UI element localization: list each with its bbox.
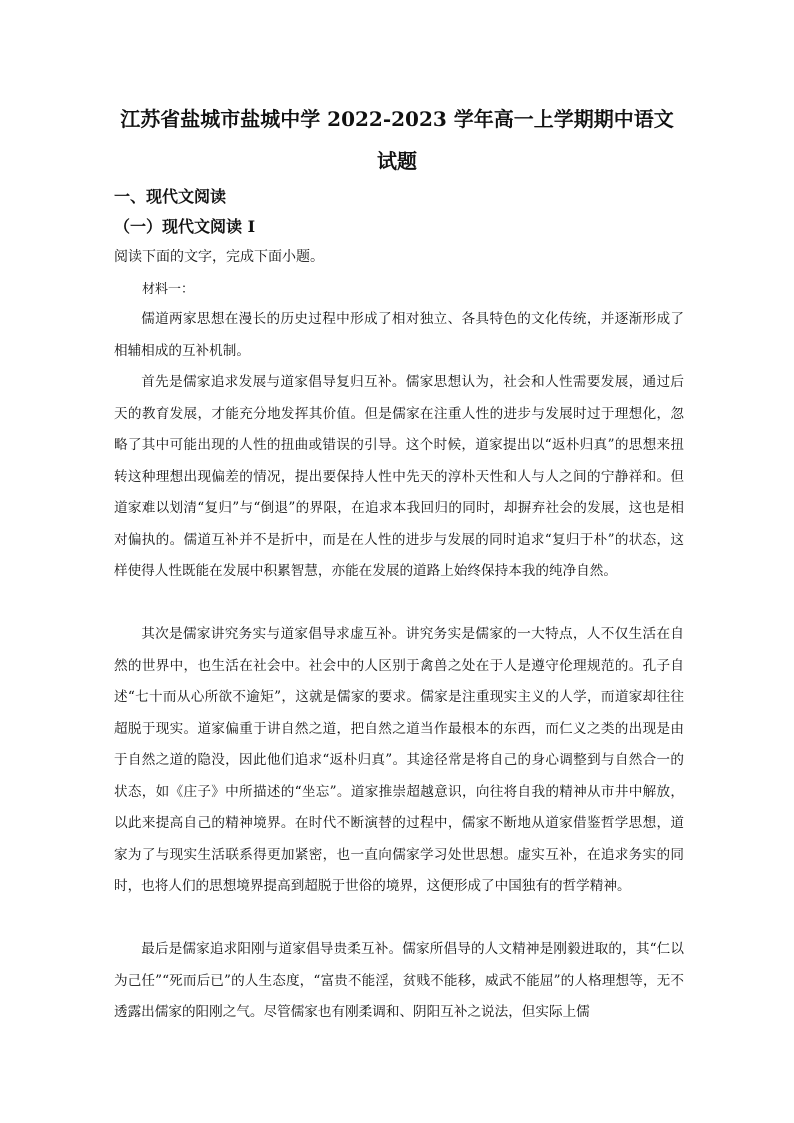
material-label: 材料一： [142, 282, 195, 297]
section-heading: 一、现代文阅读 [114, 187, 227, 206]
reading-instruction: 阅读下面的文字，完成下面小题。 [114, 249, 324, 265]
subsection-heading: （一）现代文阅读 I [114, 217, 256, 236]
document-title-line-2: 试题 [377, 149, 417, 173]
paragraph-1: 儒道两家思想在漫长的历史过程中形成了相对独立、各具特色的文化传统，并逐渐形成了相辅相成的互补机制。 [114, 311, 684, 359]
document-title-line-1: 江苏省盐城市盐城中学 2022-2023 学年高一上学期期中语文 [120, 107, 674, 131]
paragraph-3: 其次是儒家讲究务实与道家倡导求虚互补。讲究务实是儒家的一大特点，人不仅生活在自然的世界中，也生活在社会中。社会中的人区别于禽兽之处在于人是遵守伦理规范的。孔子自述“七十而从心所欲不逾矩”，这就是儒家的要求。儒家是注重现实主义的人学，而道家却往往超脱于现实。道家偏重于讲自然之道，把自然之道当作最根本的东西，而仁义之类的出现是由于自然之道的隐没，因此他们追求“返朴归真”。其途径常是将自己的身心调整到与自然合一的状态，如《庄子》中所描述的“坐忘”。道家推崇超越意识，向往将自我的精神从市井中解放，以此来提高自己的精神境界。在时代不断演替的过程中，儒家不断地从道家借鉴哲学思想，道家为了与现实生活联系得更加紧密，也一直向儒家学习处世思想。虚实互补，在追求务实的同时，也将人们的思想境界提高到超脱于世俗的境界，这便形成了中国独有的哲学精神。 [114, 626, 684, 894]
paragraph-2: 首先是儒家追求发展与道家倡导复归互补。儒家思想认为，社会和人性需要发展，通过后天的教育发展，才能充分地发挥其价值。但是儒家在注重人性的进步与发展时过于理想化，忽略了其中可能出现的人性的扭曲或错误的引导。这个时候，道家提出以“返朴归真”的思想来扭转这种理想出现偏差的情况，提出要保持人性中先天的淳朴天性和人与人之间的宁静祥和。但道家难以划清“复归”与“倒退”的界限，在追求本我回归的同时，却摒弃社会的发展，这也是相对偏执的。儒道互补并不是折中，而是在人性的进步与发展的同时追求“复归于朴”的状态，这样使得人性既能在发展中积累智慧，亦能在发展的道路上始终保持本我的纯净自然。 [114, 374, 684, 579]
paragraph-4: 最后是儒家追求阳刚与道家倡导贵柔互补。儒家所倡导的人文精神是刚毅进取的，其“仁以为己任”“死而后已”的人生态度，“富贵不能淫，贫贱不能移，威武不能屈”的人格理想等，无不透露出儒家的阳刚之气。尽管儒家也有刚柔调和、阴阳互补之说法，但实际上儒 [114, 941, 684, 1020]
